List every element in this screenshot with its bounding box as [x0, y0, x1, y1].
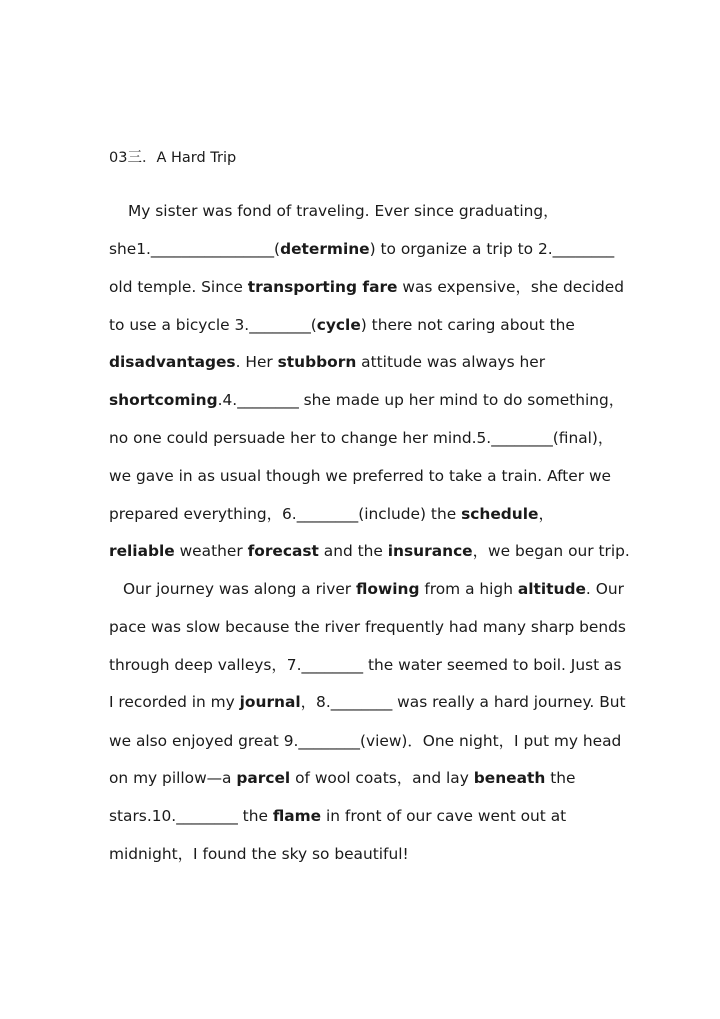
passage-line: [109, 541, 630, 561]
bold-word: shortcoming: [109, 391, 218, 409]
bold-word: journal: [239, 693, 301, 711]
passage-line: [109, 617, 626, 637]
line-text: . Her: [235, 353, 278, 371]
passage-line: [109, 390, 624, 410]
bold-word: reliable: [109, 542, 175, 560]
bold-word: altitude: [517, 580, 586, 598]
passage-line: [109, 239, 614, 259]
line-text: and the: [318, 542, 388, 560]
line-text: . Our: [585, 580, 624, 598]
bold-word: parcel: [236, 769, 291, 787]
bold-word: flowing: [356, 580, 420, 598]
line-text: we also enjoyed great 9.________(view)．One night，I put my head: [109, 732, 622, 750]
line-text: I recorded in my: [109, 693, 240, 711]
line-text: weather: [174, 542, 248, 560]
passage-line: [109, 844, 409, 864]
line-text: My sister was fond of traveling. Ever since graduating，: [128, 202, 559, 220]
bold-word: forecast: [247, 542, 319, 560]
passage-line: [109, 731, 621, 751]
passage-line: [109, 352, 545, 372]
line-text: attitude was always her: [356, 353, 546, 371]
bold-word: schedule: [461, 505, 539, 523]
passage-line: [109, 277, 624, 297]
line-text: ，8.________ was really a hard journey. But: [300, 693, 626, 711]
line-text: in front of our cave went out at: [321, 807, 567, 825]
bold-word: beneath: [473, 769, 546, 787]
passage-line: [109, 466, 611, 486]
line-text: stars.10.________ the: [109, 807, 273, 825]
passage-line: [123, 579, 624, 599]
passage-title: 03三．A Hard Trip: [109, 150, 237, 166]
line-text: we gave in as usual though we preferred to take a train. After we: [109, 467, 611, 485]
line-text: to use a bicycle 3.________(: [109, 316, 317, 334]
line-text: prepared everything，6.________(include) the: [109, 505, 462, 523]
line-text: Our journey was along a river: [123, 580, 357, 598]
passage-line: [128, 201, 559, 221]
line-text: she1.________________(: [109, 240, 281, 258]
passage-line: [109, 428, 613, 448]
passage-line: [109, 692, 626, 712]
line-text: ) there not caring about the: [360, 316, 575, 334]
passage-line: [109, 504, 554, 524]
line-text: from a high: [419, 580, 518, 598]
bold-word: stubborn: [277, 353, 357, 371]
line-text: old temple. Since: [109, 278, 248, 296]
bold-word: cycle: [316, 316, 361, 334]
bold-word: flame: [272, 807, 322, 825]
passage-line: [109, 806, 566, 826]
line-text: through deep valleys，7.________ the water seemed to boil. Just as: [109, 656, 622, 674]
line-text: the: [545, 769, 576, 787]
line-text: pace was slow because the river frequently had many sharp bends: [109, 618, 626, 636]
passage-line: [109, 768, 575, 788]
bold-word: transporting fare: [247, 278, 398, 296]
line-text: of wool coats，and lay: [290, 769, 474, 787]
bold-word: insurance: [387, 542, 473, 560]
line-text: ，we began our trip.: [472, 542, 630, 560]
line-text: no one could persuade her to change her mind.5.________(final)，: [109, 429, 614, 447]
line-text: on my pillow—a: [109, 769, 237, 787]
line-text: ) to organize a trip to 2.________: [369, 240, 615, 258]
line-text: midnight，I found the sky so beautiful!: [109, 845, 409, 863]
passage-line: [109, 655, 621, 675]
line-text: was expensive，she decided: [397, 278, 625, 296]
line-text: ，: [538, 505, 554, 523]
bold-word: determine: [280, 240, 370, 258]
bold-word: disadvantages: [109, 353, 236, 371]
passage-line: [109, 315, 575, 335]
line-text: .4.________ she made up her mind to do something，: [217, 391, 625, 409]
